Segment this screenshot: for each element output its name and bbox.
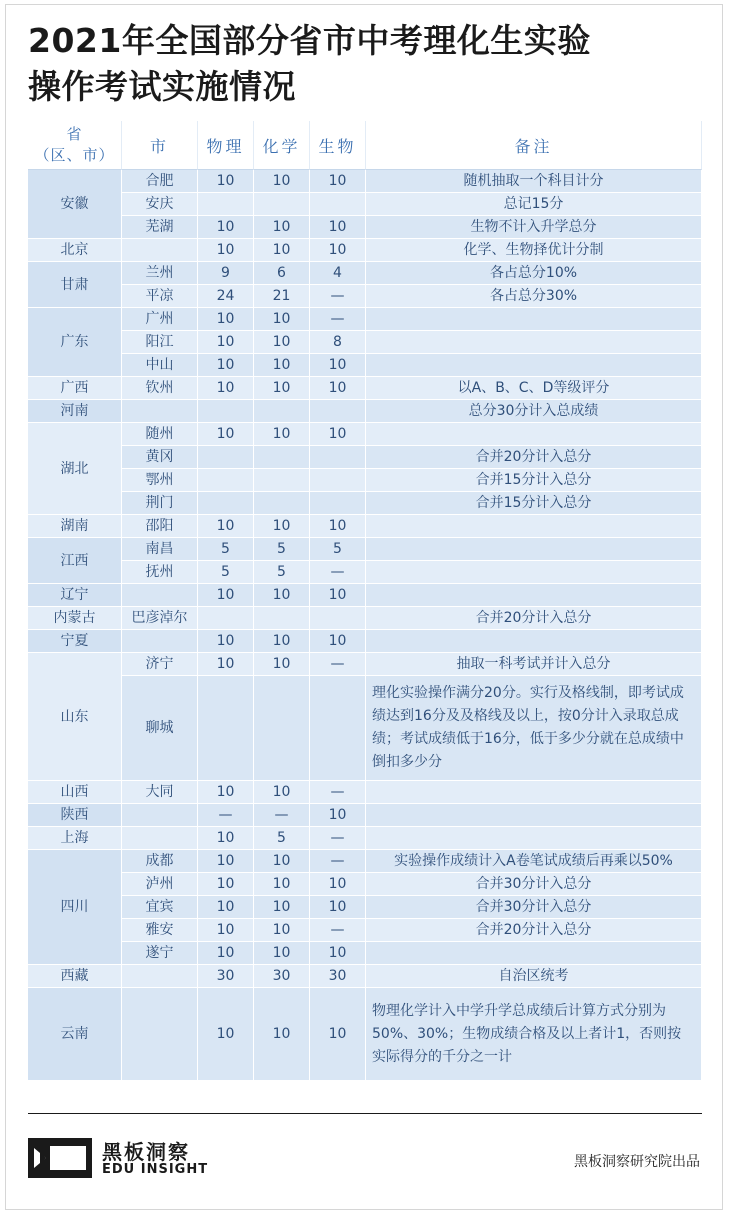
logo-name-cn: 黑板洞察 xyxy=(102,1140,190,1164)
cell-city: 雅安 xyxy=(122,919,198,942)
cell-chemistry: — xyxy=(254,804,310,827)
table-row xyxy=(28,400,702,423)
footer-divider xyxy=(28,1113,702,1114)
cell-city: 黄冈 xyxy=(122,446,198,469)
cell-biology xyxy=(310,446,366,469)
cell-biology xyxy=(310,193,366,216)
cell-province: 安徽 xyxy=(28,170,122,239)
cell-chemistry xyxy=(254,193,310,216)
cell-note: 合并30分计入总分 xyxy=(366,873,702,896)
table-row xyxy=(28,262,702,285)
cell-city: 邵阳 xyxy=(122,515,198,538)
cell-biology: 10 xyxy=(310,896,366,919)
cell-note: 合并20分计入总分 xyxy=(366,607,702,630)
table-row xyxy=(28,676,702,781)
table-row xyxy=(28,965,702,988)
cell-city xyxy=(122,965,198,988)
cell-province: 北京 xyxy=(28,239,122,262)
cell-province: 西藏 xyxy=(28,965,122,988)
cell-biology: — xyxy=(310,781,366,804)
table-row xyxy=(28,607,702,630)
cell-chemistry xyxy=(254,607,310,630)
cell-province: 江西 xyxy=(28,538,122,584)
exam-table-container xyxy=(28,121,702,1081)
cell-physics: 10 xyxy=(198,781,254,804)
cell-biology: — xyxy=(310,827,366,850)
cell-city: 随州 xyxy=(122,423,198,446)
cell-chemistry: 10 xyxy=(254,873,310,896)
cell-chemistry: 10 xyxy=(254,584,310,607)
cell-physics: 10 xyxy=(198,354,254,377)
cell-physics: 10 xyxy=(198,630,254,653)
cell-physics: 10 xyxy=(198,850,254,873)
cell-physics xyxy=(198,446,254,469)
cell-note xyxy=(366,331,702,354)
cell-biology: — xyxy=(310,653,366,676)
cell-biology: — xyxy=(310,850,366,873)
cell-chemistry: 10 xyxy=(254,308,310,331)
cell-physics xyxy=(198,607,254,630)
table-row xyxy=(28,492,702,515)
cell-biology: 10 xyxy=(310,988,366,1081)
table-row xyxy=(28,377,702,400)
cell-physics: 30 xyxy=(198,965,254,988)
cell-note xyxy=(366,538,702,561)
table-row xyxy=(28,239,702,262)
cell-chemistry: 10 xyxy=(254,377,310,400)
cell-province: 山东 xyxy=(28,653,122,781)
cell-note: 合并30分计入总分 xyxy=(366,896,702,919)
cell-biology xyxy=(310,607,366,630)
header-city: 市 xyxy=(122,121,198,170)
cell-note: 理化实验操作满分20分。实行及格线制，即考试成绩达到16分及及格线及以上，按0分计入录取总成绩；考试成绩低于16分，低于多少分就在总成绩中倒扣多少分 xyxy=(366,676,702,781)
cell-chemistry: 10 xyxy=(254,354,310,377)
cell-physics: 10 xyxy=(198,942,254,965)
cell-city: 荆门 xyxy=(122,492,198,515)
cell-physics: 10 xyxy=(198,827,254,850)
cell-note: 随机抽取一个科目计分 xyxy=(366,170,702,193)
cell-biology: 10 xyxy=(310,423,366,446)
cell-biology: 10 xyxy=(310,354,366,377)
cell-province: 甘肃 xyxy=(28,262,122,308)
cell-chemistry xyxy=(254,469,310,492)
cell-physics: 10 xyxy=(198,308,254,331)
cell-city xyxy=(122,584,198,607)
cell-province: 广西 xyxy=(28,377,122,400)
cell-biology: 4 xyxy=(310,262,366,285)
table-row xyxy=(28,988,702,1081)
cell-city xyxy=(122,988,198,1081)
cell-biology: — xyxy=(310,919,366,942)
table-row xyxy=(28,873,702,896)
cell-city: 中山 xyxy=(122,354,198,377)
cell-province: 山西 xyxy=(28,781,122,804)
cell-province: 湖南 xyxy=(28,515,122,538)
table-row xyxy=(28,850,702,873)
table-header xyxy=(28,121,702,170)
cell-note xyxy=(366,942,702,965)
cell-city xyxy=(122,827,198,850)
cell-city: 成都 xyxy=(122,850,198,873)
cell-note xyxy=(366,804,702,827)
cell-physics: 9 xyxy=(198,262,254,285)
cell-physics xyxy=(198,676,254,781)
table-row xyxy=(28,919,702,942)
exam-table xyxy=(28,121,702,1081)
table-row xyxy=(28,423,702,446)
header-province-line2: （区、市） xyxy=(34,146,115,164)
cell-city: 抚州 xyxy=(122,561,198,584)
table-row xyxy=(28,331,702,354)
cell-chemistry: 10 xyxy=(254,919,310,942)
page-title xyxy=(28,18,708,110)
cell-province: 广东 xyxy=(28,308,122,377)
cell-physics: 5 xyxy=(198,538,254,561)
table-row xyxy=(28,216,702,239)
cell-physics: 10 xyxy=(198,423,254,446)
cell-city xyxy=(122,630,198,653)
cell-chemistry: 6 xyxy=(254,262,310,285)
cell-physics xyxy=(198,193,254,216)
title-line-2: 操作考试实施情况 xyxy=(28,67,296,106)
cell-physics xyxy=(198,400,254,423)
cell-province: 四川 xyxy=(28,850,122,965)
cell-biology: 10 xyxy=(310,942,366,965)
cell-note: 生物不计入升学总分 xyxy=(366,216,702,239)
cell-province: 湖北 xyxy=(28,423,122,515)
cell-biology: 10 xyxy=(310,584,366,607)
cell-chemistry xyxy=(254,446,310,469)
table-row xyxy=(28,308,702,331)
cell-chemistry: 10 xyxy=(254,653,310,676)
cell-city: 巴彦淖尔 xyxy=(122,607,198,630)
cell-city: 芜湖 xyxy=(122,216,198,239)
header-province-line1: 省 xyxy=(66,125,83,143)
cell-biology: — xyxy=(310,285,366,308)
cell-note xyxy=(366,308,702,331)
table-row xyxy=(28,469,702,492)
cell-physics xyxy=(198,469,254,492)
table-row xyxy=(28,630,702,653)
credit-text: 黑板洞察研究院出品 xyxy=(574,1154,700,1170)
cell-physics: 10 xyxy=(198,584,254,607)
cell-physics: 10 xyxy=(198,239,254,262)
table-row xyxy=(28,896,702,919)
cell-physics: 5 xyxy=(198,561,254,584)
cell-physics xyxy=(198,492,254,515)
cell-province: 陕西 xyxy=(28,804,122,827)
cell-city xyxy=(122,804,198,827)
table-row xyxy=(28,804,702,827)
cell-physics: 10 xyxy=(198,653,254,676)
cell-city: 兰州 xyxy=(122,262,198,285)
cell-physics: 10 xyxy=(198,170,254,193)
table-row xyxy=(28,538,702,561)
cell-physics: 10 xyxy=(198,515,254,538)
cell-chemistry: 10 xyxy=(254,216,310,239)
header-biology: 生物 xyxy=(310,121,366,170)
cell-note: 各占总分30% xyxy=(366,285,702,308)
cell-province: 云南 xyxy=(28,988,122,1081)
table-row xyxy=(28,193,702,216)
cell-city: 南昌 xyxy=(122,538,198,561)
cell-note xyxy=(366,561,702,584)
cell-physics: 10 xyxy=(198,896,254,919)
table-row xyxy=(28,354,702,377)
cell-note xyxy=(366,781,702,804)
header-province xyxy=(28,121,122,170)
cell-biology: 10 xyxy=(310,216,366,239)
cell-note: 自治区统考 xyxy=(366,965,702,988)
cell-note: 合并20分计入总分 xyxy=(366,919,702,942)
cell-note: 各占总分10% xyxy=(366,262,702,285)
cell-biology: 10 xyxy=(310,377,366,400)
cell-province: 辽宁 xyxy=(28,584,122,607)
cell-note: 化学、生物择优计分制 xyxy=(366,239,702,262)
cell-chemistry: 10 xyxy=(254,423,310,446)
cell-chemistry: 10 xyxy=(254,896,310,919)
cell-chemistry: 30 xyxy=(254,965,310,988)
table-row xyxy=(28,584,702,607)
brand-logo xyxy=(28,1136,218,1180)
cell-city: 安庆 xyxy=(122,193,198,216)
cell-province: 上海 xyxy=(28,827,122,850)
cell-biology xyxy=(310,676,366,781)
cell-chemistry xyxy=(254,400,310,423)
cell-note xyxy=(366,515,702,538)
cell-biology: 10 xyxy=(310,170,366,193)
cell-city: 聊城 xyxy=(122,676,198,781)
cell-chemistry: 10 xyxy=(254,988,310,1081)
cell-note xyxy=(366,630,702,653)
cell-note: 物理化学计入中学升学总成绩后计算方式分别为50%、30%；生物成绩合格及以上者计1，否则按实际得分的千分之一计 xyxy=(366,988,702,1081)
cell-note: 实验操作成绩计入A卷笔试成绩后再乘以50% xyxy=(366,850,702,873)
cell-physics: 10 xyxy=(198,988,254,1081)
cell-chemistry: 5 xyxy=(254,827,310,850)
cell-chemistry: 21 xyxy=(254,285,310,308)
cell-province: 宁夏 xyxy=(28,630,122,653)
cell-city: 泸州 xyxy=(122,873,198,896)
cell-biology xyxy=(310,469,366,492)
cell-biology: 5 xyxy=(310,538,366,561)
cell-note: 以A、B、C、D等级评分 xyxy=(366,377,702,400)
cell-province: 内蒙古 xyxy=(28,607,122,630)
cell-chemistry xyxy=(254,676,310,781)
cell-biology: 10 xyxy=(310,630,366,653)
cell-note: 合并15分计入总分 xyxy=(366,469,702,492)
cell-physics: 10 xyxy=(198,377,254,400)
cell-chemistry: 10 xyxy=(254,630,310,653)
table-row xyxy=(28,561,702,584)
cell-city: 广州 xyxy=(122,308,198,331)
table-body xyxy=(28,170,702,1081)
cell-note: 总分30分计入总成绩 xyxy=(366,400,702,423)
cell-chemistry: 10 xyxy=(254,331,310,354)
header-note: 备注 xyxy=(366,121,702,170)
cell-chemistry: 10 xyxy=(254,515,310,538)
cell-biology: — xyxy=(310,561,366,584)
table-row xyxy=(28,827,702,850)
cell-province: 河南 xyxy=(28,400,122,423)
cell-biology: 30 xyxy=(310,965,366,988)
cell-chemistry: 10 xyxy=(254,239,310,262)
cell-city: 鄂州 xyxy=(122,469,198,492)
cell-note: 总记15分 xyxy=(366,193,702,216)
cell-city: 遂宁 xyxy=(122,942,198,965)
cell-physics: 10 xyxy=(198,919,254,942)
cell-city: 合肥 xyxy=(122,170,198,193)
cell-chemistry: 10 xyxy=(254,170,310,193)
header-physics: 物理 xyxy=(198,121,254,170)
cell-biology xyxy=(310,400,366,423)
cell-note: 合并20分计入总分 xyxy=(366,446,702,469)
cell-chemistry: 10 xyxy=(254,942,310,965)
cell-city: 钦州 xyxy=(122,377,198,400)
cell-city: 宜宾 xyxy=(122,896,198,919)
cell-city xyxy=(122,400,198,423)
cell-biology: 10 xyxy=(310,873,366,896)
cell-biology: 8 xyxy=(310,331,366,354)
cell-physics: — xyxy=(198,804,254,827)
cell-biology: 10 xyxy=(310,804,366,827)
table-row xyxy=(28,653,702,676)
cell-city: 平凉 xyxy=(122,285,198,308)
table-row xyxy=(28,446,702,469)
logo-name-en: EDU INSIGHT xyxy=(102,1162,209,1177)
cell-physics: 24 xyxy=(198,285,254,308)
cell-note xyxy=(366,354,702,377)
table-row xyxy=(28,781,702,804)
cell-chemistry xyxy=(254,492,310,515)
cell-physics: 10 xyxy=(198,873,254,896)
table-row xyxy=(28,942,702,965)
cell-chemistry: 5 xyxy=(254,538,310,561)
cell-biology: 10 xyxy=(310,239,366,262)
table-row xyxy=(28,515,702,538)
title-line-1: 2021年全国部分省市中考理化生实验 xyxy=(28,21,591,60)
cell-note xyxy=(366,584,702,607)
cell-biology: — xyxy=(310,308,366,331)
cell-chemistry: 10 xyxy=(254,850,310,873)
cell-city: 济宁 xyxy=(122,653,198,676)
cell-physics: 10 xyxy=(198,331,254,354)
cell-note xyxy=(366,827,702,850)
table-row xyxy=(28,170,702,193)
table-row xyxy=(28,285,702,308)
edu-insight-logo-icon xyxy=(28,1138,92,1178)
cell-city: 大同 xyxy=(122,781,198,804)
cell-physics: 10 xyxy=(198,216,254,239)
cell-note: 抽取一科考试并计入总分 xyxy=(366,653,702,676)
cell-city: 阳江 xyxy=(122,331,198,354)
cell-biology: 10 xyxy=(310,515,366,538)
cell-biology xyxy=(310,492,366,515)
cell-chemistry: 10 xyxy=(254,781,310,804)
cell-chemistry: 5 xyxy=(254,561,310,584)
header-chemistry: 化学 xyxy=(254,121,310,170)
cell-note xyxy=(366,423,702,446)
cell-city xyxy=(122,239,198,262)
cell-note: 合并15分计入总分 xyxy=(366,492,702,515)
